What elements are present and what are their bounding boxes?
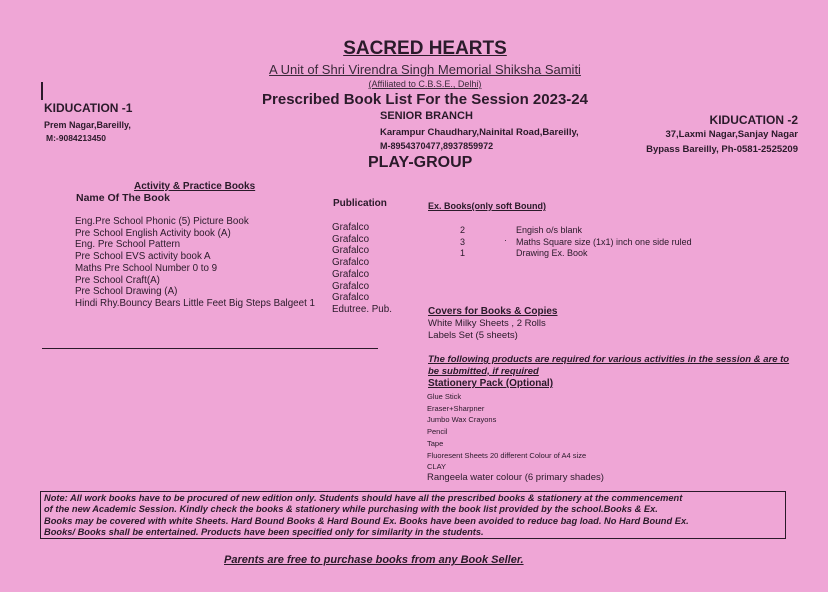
senior-branch-name: SENIOR BRANCH [380, 110, 473, 122]
stationery-item: Tape [427, 438, 444, 448]
ex-book-descriptions [516, 225, 692, 260]
covers-list [428, 318, 546, 341]
book-name: Pre School Craft(A) [75, 274, 160, 286]
margin-mark [41, 82, 43, 100]
senior-branch-address: Karampur Chaudhary,Nainital Road,Bareilly, [380, 127, 579, 138]
book-publisher: Grafalco [332, 222, 370, 233]
ex-book-desc: Drawing Ex. Book [516, 248, 588, 259]
stationery-item: Pencil [427, 427, 448, 437]
book-name: Pre School Drawing (A) [75, 286, 178, 298]
book-name: Eng.Pre School Phonic (5) Picture Book [75, 216, 249, 227]
book-name: Pre School EVS activity book A [75, 251, 211, 263]
stationery-item: Jumbo Wax Crayons [427, 415, 497, 425]
note-text: Books may be covered with white Sheets. Hard Bound Books & Hard Bound Ex. Books have been avoided to reduce bag load. No Hard Bound Ex. [44, 515, 689, 526]
bullet-dot: · [504, 235, 507, 245]
stationery-item: Fluoresent Sheets 20 different Colour of A4 size [427, 450, 587, 460]
publication-column-header: Publication [333, 198, 387, 209]
stationery-item: Eraser+Sharpner [427, 403, 485, 413]
covers-heading: Covers for Books & Copies [428, 306, 558, 317]
unit-line: A Unit of Shri Virendra Singh Memorial Shiksha Samiti [269, 62, 581, 77]
stationery-item: CLAY [427, 462, 447, 472]
book-publisher: Grafalco [332, 280, 370, 292]
ex-book-qty: 3 [460, 236, 466, 247]
cover-item: Labels Set (5 sheets) [428, 329, 518, 341]
note-text: of the new Academic Session. Kindly check the books & stationery while purchasing with the book list provided by the school.Books & Ex. [44, 504, 658, 515]
book-list-title: Prescribed Book List For the Session 2023-24 [262, 91, 588, 108]
products-notice-line: The following products are required for various activities in the session & are to [428, 354, 790, 365]
stationery-heading: Stationery Pack (Optional) [428, 378, 554, 389]
kiducation1-mobile: M:-9084213450 [46, 133, 107, 143]
book-name: Pre School English Activity book (A) [75, 227, 231, 239]
book-publisher: Edutree. Pub. [332, 303, 392, 315]
book-publisher: Grafalco [332, 257, 370, 269]
stationery-item-watercolour: Rangeela water colour (6 primary shades) [427, 472, 604, 483]
book-name: Eng. Pre School Pattern [75, 239, 181, 251]
book-name: Maths Pre School Number 0 to 9 [75, 262, 218, 274]
note-label: Note: [44, 493, 68, 503]
affiliation-line: (Affiliated to C.B.S.E., Delhi) [368, 79, 482, 89]
note-box [40, 491, 786, 539]
footer-note: Parents are free to purchase books from any Book Seller. [224, 554, 524, 566]
kiducation1-address: Prem Nagar,Bareilly, [44, 120, 131, 130]
book-name-list [75, 216, 315, 310]
book-publisher: Grafalco [332, 245, 370, 257]
stationery-list [427, 391, 586, 473]
school-name: SACRED HEARTS [343, 38, 507, 59]
products-notice-line: be submitted, if required [428, 365, 539, 377]
activity-heading: Activity & Practice Books [134, 181, 256, 192]
book-publisher: Grafalco [332, 292, 370, 304]
book-publisher: Grafalco [332, 233, 370, 245]
book-name: Hindi Rhy.Bouncy Bears Little Feet Big Steps Balgeet 1 [75, 297, 315, 309]
kiducation1-name: KIDUCATION -1 [44, 101, 133, 115]
note-text: All work books have to be procured of new edition only. Students should have all the prescribed books & stationery at the commencement [67, 493, 683, 503]
divider-line [42, 348, 378, 349]
senior-branch-mobile: M-8954370477,8937859972 [380, 141, 494, 151]
ex-book-qty: 1 [460, 248, 466, 259]
ex-book-desc: Engish o/s blank [516, 225, 583, 235]
publication-list [332, 222, 392, 316]
kiducation2-name: KIDUCATION -2 [709, 113, 798, 127]
book-name-column-header: Name Of The Book [76, 192, 170, 204]
note-text: Books/ Books shall be entertained. Products have been specified only for similarity in the students. [44, 526, 484, 537]
products-notice [428, 354, 789, 377]
book-publisher: Grafalco [332, 268, 370, 280]
kiducation2-phone: Bypass Bareilly, Ph-0581-2525209 [646, 144, 798, 155]
cover-item: White Milky Sheets , 2 Rolls [428, 318, 546, 329]
ex-book-desc: Maths Square size (1x1) inch one side ruled [516, 236, 692, 247]
class-title: PLAY-GROUP [368, 154, 473, 171]
kiducation2-address: 37,Laxmi Nagar,Sanjay Nagar [665, 129, 798, 140]
stationery-item: Glue Stick [427, 392, 462, 401]
ex-book-qty: 2 [460, 225, 466, 235]
ex-books-heading: Ex. Books(only soft Bound) [428, 201, 546, 211]
ex-book-quantities [460, 225, 465, 260]
